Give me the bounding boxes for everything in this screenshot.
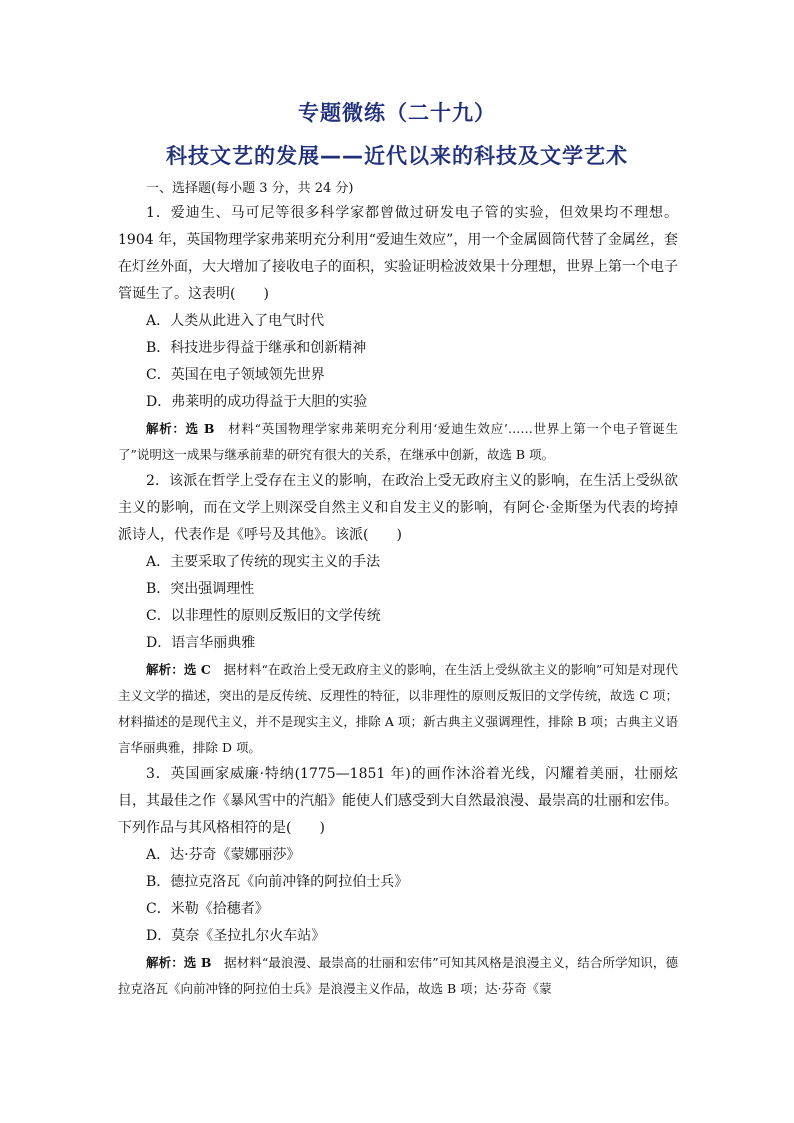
page-subtitle: 科技文艺的发展——近代以来的科技及文学艺术 (166, 144, 628, 168)
analysis-text: 材料“英国物理学家弗莱明充分利用‘爱迪生效应’……世界上第一个电子管诞生了”说明这一成果与继承前辈的研究有很大的关系，在继承中创新，故选 B 项。 (118, 421, 678, 462)
question-3-option-b: B．德拉克洛瓦《向前冲锋的阿拉伯士兵》 (146, 874, 409, 890)
question-3-stem: 3．英国画家威廉·特纳(1775—1851 年)的画作沐浴着光线，闪耀着美丽，壮丽炫目，其最佳之作《暴风雪中的汽船》能使人们感受到大自然最浪漫、最崇高的壮丽和宏伟。下列作品与其风格相符的是( ) (118, 766, 678, 836)
question-2-option-b: B．突出强调理性 (146, 581, 255, 597)
question-3-option-a: A．达·芬奇《蒙娜丽莎》 (146, 847, 301, 863)
analysis-text: 据材料“在政治上受无政府主义的影响，在生活上受纵欲主义的影响”可知是对现代主义文学的描述，突出的是反传统、反理性的特征，以非理性的原则反叛旧的文学传统，故选 C 项；材料描述的是现代主义，并不是现实主义，排除 A 项；新古典主义强调理性，排除 B 项；古典主义语言华丽典雅，排除 D 项。 (118, 662, 678, 755)
question-1-stem: 1．爱迪生、马可尼等很多科学家都曾做过研发电子管的实验，但效果均不理想。1904 年，英国物理学家弗莱明充分利用“爱迪生效应”，用一个金属圆筒代替了金属丝，套在灯丝外面，大大增加了接收电子的面积，实验证明检波效果十分理想，世界上第一个电子管诞生了。这表明( ) (118, 205, 678, 302)
question-1-analysis (118, 416, 678, 468)
question-2-analysis (118, 657, 678, 761)
question-3-option-d: D．莫奈《圣拉扎尔火车站》 (146, 928, 326, 944)
question-1-option-a: A．人类从此进入了电气时代 (146, 313, 325, 329)
analysis-text: 据材料“最浪漫、最崇高的壮丽和宏伟”可知其风格是浪漫主义，结合所学知识，德拉克洛瓦《向前冲锋的阿拉伯士兵》是浪漫主义作品，故选 B 项；达·芬奇《蒙 (118, 955, 678, 996)
analysis-label: 解析：选 B (146, 421, 215, 436)
question-3-option-c: C．米勒《拾穗者》 (146, 901, 269, 917)
question-2-option-a: A．主要采取了传统的现实主义的手法 (146, 554, 381, 570)
question-3-analysis (118, 950, 678, 1002)
analysis-label: 解析：选 C (146, 662, 211, 677)
question-2-option-d: D．语言华丽典雅 (146, 635, 256, 651)
question-1-option-c: C．英国在电子领域领先世界 (146, 367, 325, 383)
question-1-option-b: B．科技进步得益于继承和创新精神 (146, 340, 367, 356)
analysis-label: 解析：选 B (146, 955, 212, 970)
page-title: 专题微练（二十九） (298, 101, 496, 125)
question-2-option-c: C．以非理性的原则反叛旧的文学传统 (146, 608, 381, 624)
question-2-stem: 2．该派在哲学上受存在主义的影响，在政治上受无政府主义的影响，在生活上受纵欲主义的影响，而在文学上则深受自然主义和自发主义的影响，有阿仑·金斯堡为代表的垮掉派诗人，代表作是《呼号及其他》。该派( ) (118, 473, 678, 543)
section-heading: 一、选择题(每小题 3 分，共 24 分) (146, 181, 354, 196)
question-1-option-d: D．弗莱明的成功得益于大胆的实验 (146, 394, 368, 410)
document-body (118, 178, 678, 1002)
